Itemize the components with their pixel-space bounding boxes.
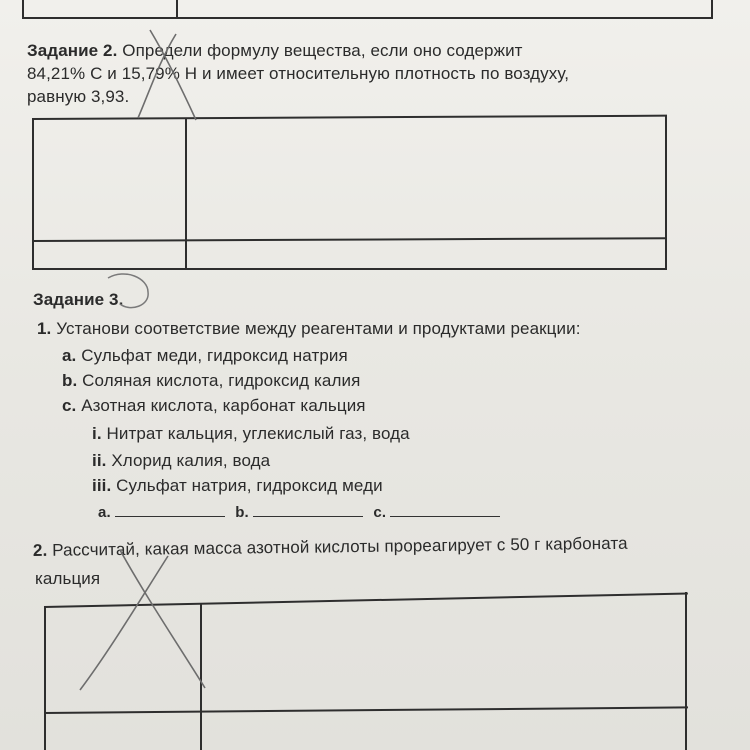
task2-table-left	[32, 118, 34, 270]
task2-table-row-line	[32, 237, 667, 242]
task3-title: Задание 3.	[33, 290, 124, 309]
q2-table-right	[685, 592, 687, 750]
task2-table-divider	[185, 118, 187, 270]
q2-table-divider	[200, 604, 202, 750]
task2-text-line2: 84,21% C и 15,79% H и имеет относительную плотность по воздуху,	[27, 64, 570, 83]
reagent-b	[62, 370, 360, 392]
answer-c-label: c.	[373, 504, 387, 521]
answer-b-blank[interactable]	[253, 502, 363, 517]
product-iii	[92, 475, 383, 497]
answer-b-label: b.	[235, 504, 249, 521]
top-table-divider	[176, 0, 178, 19]
task2-table-bottom	[32, 268, 667, 270]
product-ii-marker: ii.	[92, 451, 107, 470]
reagent-c	[62, 395, 366, 417]
product-i	[92, 423, 410, 445]
top-table-left-border	[22, 0, 24, 19]
reagent-b-marker: b.	[62, 371, 78, 390]
task2-table-top	[32, 115, 667, 120]
task3-q1-text: Установи соответствие между реагентами и продуктами реакции:	[56, 319, 581, 338]
reagent-c-text: Азотная кислота, карбонат кальция	[81, 396, 366, 415]
task2-text-line1: Определи формулу вещества, если оно содержит	[122, 41, 523, 60]
answer-row	[98, 502, 500, 524]
q2-table-left	[44, 607, 46, 750]
product-iii-text: Сульфат натрия, гидроксид меди	[116, 476, 383, 495]
product-ii	[92, 450, 270, 472]
task2-title: Задание 2.	[27, 41, 118, 60]
answer-a-blank[interactable]	[115, 502, 225, 517]
task3-q2-number: 2.	[32, 540, 48, 560]
top-table-bottom-border	[22, 17, 712, 19]
task3-q2-text-line1: Рассчитай, какая масса азотной кислоты прореагирует с 50 г карбоната	[52, 533, 628, 560]
reagent-a	[62, 345, 348, 367]
task2-text-line3: равную 3,93.	[27, 87, 130, 106]
task2-table-right	[665, 115, 667, 270]
product-i-text: Нитрат кальция, углекислый газ, вода	[106, 424, 410, 443]
product-i-marker: i.	[92, 424, 102, 443]
q2-table-top	[44, 593, 688, 608]
task3-q1-number: 1.	[37, 319, 52, 338]
answer-a-label: a.	[98, 504, 111, 521]
task2-line1	[27, 40, 523, 62]
reagent-a-marker: a.	[62, 346, 77, 365]
task2-answer-table[interactable]	[32, 118, 667, 270]
product-ii-text: Хлорид калия, вода	[111, 451, 271, 470]
q2-table-row-line	[44, 706, 688, 714]
task3-q2-line1	[33, 533, 628, 562]
reagent-b-text: Соляная кислота, гидроксид калия	[82, 371, 361, 390]
task3-q2-text-line2: кальция	[35, 569, 101, 588]
product-iii-marker: iii.	[92, 476, 112, 495]
top-table-right-border	[711, 0, 713, 19]
task3-q1	[37, 318, 581, 340]
task3-q2-answer-table[interactable]	[44, 592, 688, 750]
reagent-a-text: Сульфат меди, гидроксид натрия	[81, 346, 348, 365]
answer-c-blank[interactable]	[390, 502, 500, 517]
reagent-c-marker: c.	[62, 396, 77, 415]
